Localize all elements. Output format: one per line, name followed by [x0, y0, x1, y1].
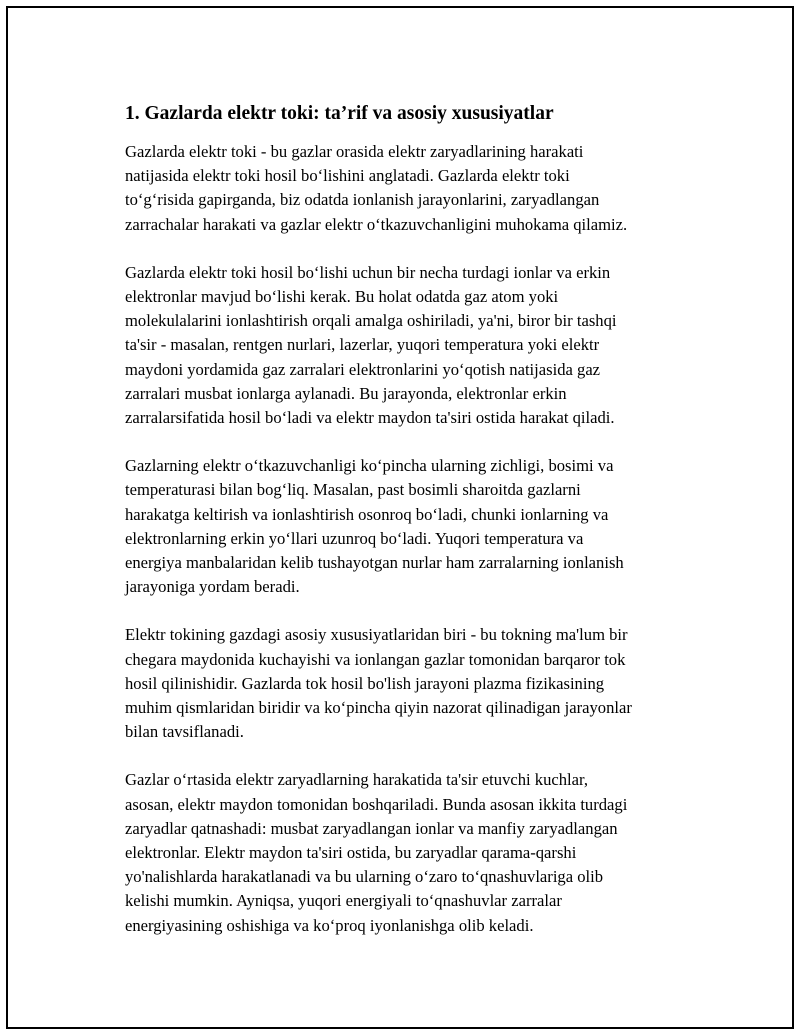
text-line: Gazlarda elektr toki - bu gazlar orasida elektr zaryadlarining harakati — [125, 142, 584, 161]
text-line: Elektr tokining gazdagi asosiy xususiyatlaridan biri - bu tokning ma'lum bir — [125, 625, 628, 645]
text-line: zarralari musbat ionlarga aylanadi. Bu jarayonda, elektronlar erkin — [125, 383, 567, 403]
text-line: energiyasining oshishiga va koʻproq iyonlanishga olib keladi. — [125, 915, 534, 935]
text-line: elektronlar mavjud boʻlishi kerak. Bu holat odatda gaz atom yoki — [125, 287, 559, 307]
paragraph — [125, 261, 700, 430]
text-line: natijasida elektr toki hosil boʻlishini anglatadi. Gazlarda elektr toki — [125, 166, 570, 186]
text-line: hosil qilinishidir. Gazlarda tok hosil bo'lish jarayoni plazma fizikasining — [125, 673, 605, 693]
text-line: bilan tavsiflanadi. — [125, 722, 244, 742]
text-line: energiya manbalaridan kelib tushayotgan nurlar ham zarralarning ionlanish — [125, 553, 624, 573]
text-line: toʻgʻrisida gapirganda, biz odatda ionlanish jarayonlarini, zaryadlangan — [125, 190, 600, 210]
text-line: maydoni yordamida gaz zarralari elektronlarini yoʻqotish natijasida gaz — [125, 359, 601, 379]
document-body — [125, 102, 700, 962]
text-line: ta'sir - masalan, rentgen nurlari, lazerlar, yuqori temperatura yoki elektr — [125, 335, 600, 355]
text-line: zarralarsifatida hosil boʻladi va elektr maydon ta'siri ostida harakat qiladi. — [125, 408, 615, 428]
paragraph — [125, 454, 700, 599]
paragraph — [125, 623, 700, 744]
text-line: zaryadlar qatnashadi: musbat zaryadlangan ionlar va manfiy zaryadlangan — [125, 818, 618, 838]
text-line: muhim qismlaridan biridir va koʻpincha qiyin nazorat qilinadigan jarayonlar — [125, 698, 632, 718]
text-line: Gazlarda elektr toki hosil boʻlishi uchun bir necha turdagi ionlar va erkin — [125, 262, 611, 282]
text-line: zarrachalar harakati va gazlar elektr oʻtkazuvchanligini muhokama qilamiz. — [125, 214, 628, 234]
paragraph-list — [125, 140, 700, 938]
text-line: harakatga keltirish va ionlashtirish osonroq boʻladi, chunki ionlarning va — [125, 504, 609, 524]
text-line: chegara maydonida kuchayishi va ionlangan gazlar tomonidan barqaror tok — [125, 649, 626, 669]
section-heading: 1. Gazlarda elektr toki: ta’rif va asosiy xususiyatlar — [125, 103, 554, 124]
text-line: temperaturasi bilan bogʻliq. Masalan, past bosimli sharoitda gazlarni — [125, 480, 581, 500]
text-line: Gazlarning elektr oʻtkazuvchanligi koʻpincha ularning zichligi, bosimi va — [125, 456, 614, 476]
page-frame — [6, 6, 794, 1029]
text-line: jarayoniga yordam beradi. — [125, 577, 300, 597]
paragraph — [125, 140, 700, 237]
paragraph — [125, 768, 700, 937]
text-line: Gazlar oʻrtasida elektr zaryadlarning harakatida ta'sir etuvchi kuchlar, — [125, 770, 589, 790]
text-line: elektronlarning erkin yoʻllari uzunroq boʻladi. Yuqori temperatura va — [125, 528, 584, 548]
text-line: yo'nalishlarda harakatlanadi va bu ularning oʻzaro toʻqnashuvlariga olib — [125, 867, 604, 887]
text-line: kelishi mumkin. Ayniqsa, yuqori energiyali toʻqnashuvlar zarralar — [125, 891, 562, 911]
text-line: asosan, elektr maydon tomonidan boshqariladi. Bunda asosan ikkita turdagi — [125, 794, 628, 814]
text-line: molekulalarini ionlashtirish orqali amalga oshiriladi, ya'ni, biror bir tashqi — [125, 311, 617, 331]
text-line: elektronlar. Elektr maydon ta'siri ostida, bu zaryadlar qarama-qarshi — [125, 843, 577, 863]
